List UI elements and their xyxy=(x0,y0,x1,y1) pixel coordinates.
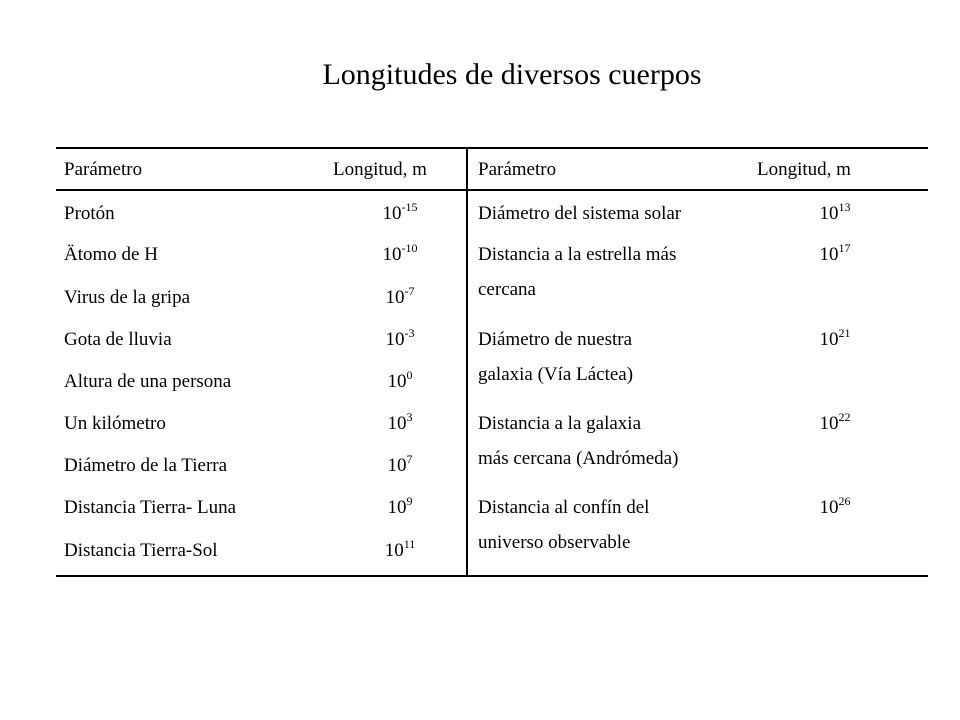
right-parameter-name: Distancia a la estrella más xyxy=(478,244,677,265)
right-length-value: $10^{17}$ xyxy=(819,241,851,265)
header-separator xyxy=(56,189,928,191)
left-parameter-name: Ätomo de H xyxy=(64,244,158,265)
left-parameter-name: Distancia Tierra-Sol xyxy=(64,540,218,561)
left-parameter-name: Protón xyxy=(64,203,115,224)
left-parameter-name: Un kilómetro xyxy=(64,413,166,434)
left-length-value: $10^0$ xyxy=(387,368,413,392)
left-length-value: $10^{-15}$ xyxy=(382,200,418,224)
header-left-length: Longitud, m xyxy=(333,159,427,180)
right-length-value: $10^{22}$ xyxy=(819,410,851,434)
right-length-value: $10^{26}$ xyxy=(819,494,851,518)
left-parameter-name: Altura de una persona xyxy=(64,371,232,392)
left-length-value: $10^{-3}$ xyxy=(385,326,415,350)
left-parameter-name: Virus de la gripa xyxy=(64,287,191,308)
left-length-value: $10^3$ xyxy=(387,410,413,434)
left-parameter-name: Diámetro de la Tierra xyxy=(64,455,228,476)
table-bottom-border xyxy=(56,575,928,577)
left-length-value: $10^9$ xyxy=(387,494,413,518)
right-parameter-name-continued: universo observable xyxy=(478,532,631,553)
header-left-parameter: Parámetro xyxy=(64,159,143,180)
right-parameter-name-continued: cercana xyxy=(478,279,536,300)
right-parameter-name: Distancia al confín del xyxy=(478,497,650,518)
header-right-parameter: Parámetro xyxy=(478,159,557,180)
header-right-length: Longitud, m xyxy=(757,159,851,180)
right-length-value: $10^{21}$ xyxy=(819,326,851,350)
left-parameter-name: Gota de lluvia xyxy=(64,329,172,350)
right-length-value: $10^{13}$ xyxy=(819,200,851,224)
right-parameter-name: Distancia a la galaxia xyxy=(478,413,642,434)
right-parameter-name-continued: más cercana (Andrómeda) xyxy=(478,448,679,469)
left-parameter-name: Distancia Tierra- Luna xyxy=(64,497,237,518)
right-parameter-name: Diámetro de nuestra xyxy=(478,329,633,350)
table-top-border xyxy=(56,147,928,149)
left-length-value: $10^{11}$ xyxy=(384,537,416,561)
left-length-value: $10^{-7}$ xyxy=(385,284,415,308)
right-parameter-name-continued: galaxia (Vía Láctea) xyxy=(478,364,634,385)
right-parameter-name: Diámetro del sistema solar xyxy=(478,203,682,224)
column-divider xyxy=(466,147,468,577)
page-title: Longitudes de diversos cuerpos xyxy=(322,58,702,91)
left-length-value: $10^7$ xyxy=(387,452,413,476)
left-length-value: $10^{-10}$ xyxy=(382,241,418,265)
